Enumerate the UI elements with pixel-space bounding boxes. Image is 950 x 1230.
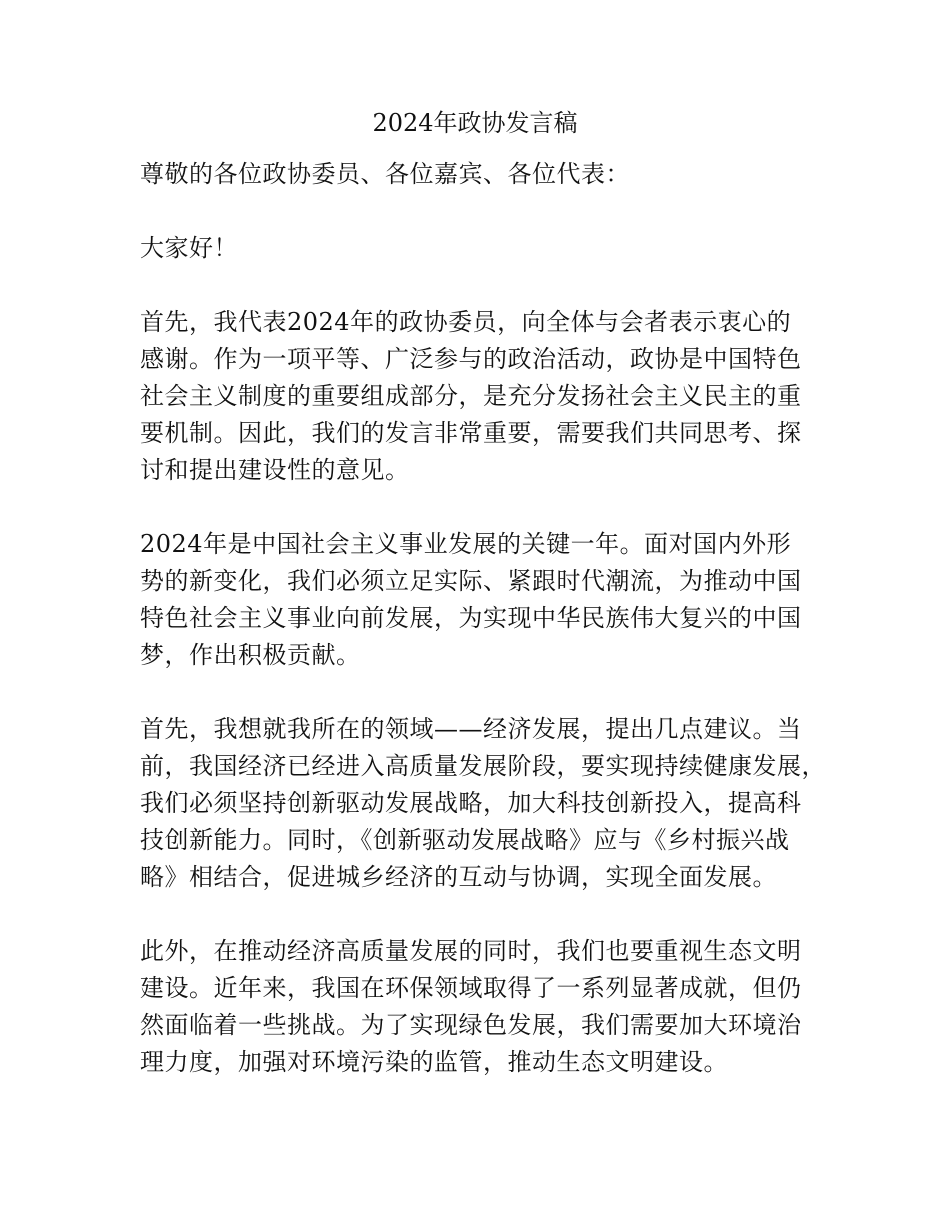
text-line: 此外，在推动经济高质量发展的同时，我们也要重视生态文明 xyxy=(140,937,802,965)
paragraph-salutation xyxy=(140,156,820,193)
paragraph-thanks xyxy=(140,304,820,489)
text-line: 我们必须坚持创新驱动发展战略，加大科技创新投入，提高科 xyxy=(140,789,802,817)
text-line: 建设。近年来，我国在环保领域取得了一系列显著成就，但仍 xyxy=(140,974,802,1002)
paragraph-economic-development xyxy=(140,711,826,896)
text-line: 首先，我代表2024年的政协委员，向全体与会者表示衷心的 xyxy=(140,308,792,336)
text-line: 势的新变化，我们必须立足实际、紧跟时代潮流，为推动中国 xyxy=(140,567,802,595)
text-line: 大家好！ xyxy=(140,234,238,262)
text-line: 梦，作出积极贡献。 xyxy=(140,641,361,669)
text-line: 首先，我想就我所在的领域——经济发展，提出几点建议。当 xyxy=(140,715,802,743)
text-line: 社会主义制度的重要组成部分，是充分发扬社会主义民主的重 xyxy=(140,382,802,410)
text-line: 前，我国经济已经进入高质量发展阶段，要实现持续健康发展， xyxy=(140,752,826,780)
text-line: 要机制。因此，我们的发言非常重要，需要我们共同思考、探 xyxy=(140,419,802,447)
paragraph-year-significance xyxy=(140,526,820,674)
text-line: 2024年是中国社会主义事业发展的关键一年。面对国内外形 xyxy=(140,530,792,558)
text-line: 技创新能力。同时，《创新驱动发展战略》应与《乡村振兴战 xyxy=(140,826,790,854)
document-body xyxy=(140,156,826,1118)
text-line: 然面临着一些挑战。为了实现绿色发展，我们需要加大环境治 xyxy=(140,1011,802,1039)
paragraph-ecological-civilization xyxy=(140,933,820,1081)
document-title: 2024年政协发言稿 xyxy=(372,109,578,137)
text-line: 感谢。作为一项平等、广泛参与的政治活动，政协是中国特色 xyxy=(140,345,802,373)
text-line: 略》相结合，促进城乡经济的互动与协调，实现全面发展。 xyxy=(140,863,777,891)
text-line: 理力度，加强对环境污染的监管，推动生态文明建设。 xyxy=(140,1048,728,1076)
text-line: 讨和提出建设性的意见。 xyxy=(140,456,410,484)
text-line: 尊敬的各位政协委员、各位嘉宾、各位代表： xyxy=(140,160,630,188)
text-line: 特色社会主义事业向前发展，为实现中华民族伟大复兴的中国 xyxy=(140,604,802,632)
paragraph-greeting xyxy=(140,230,820,267)
